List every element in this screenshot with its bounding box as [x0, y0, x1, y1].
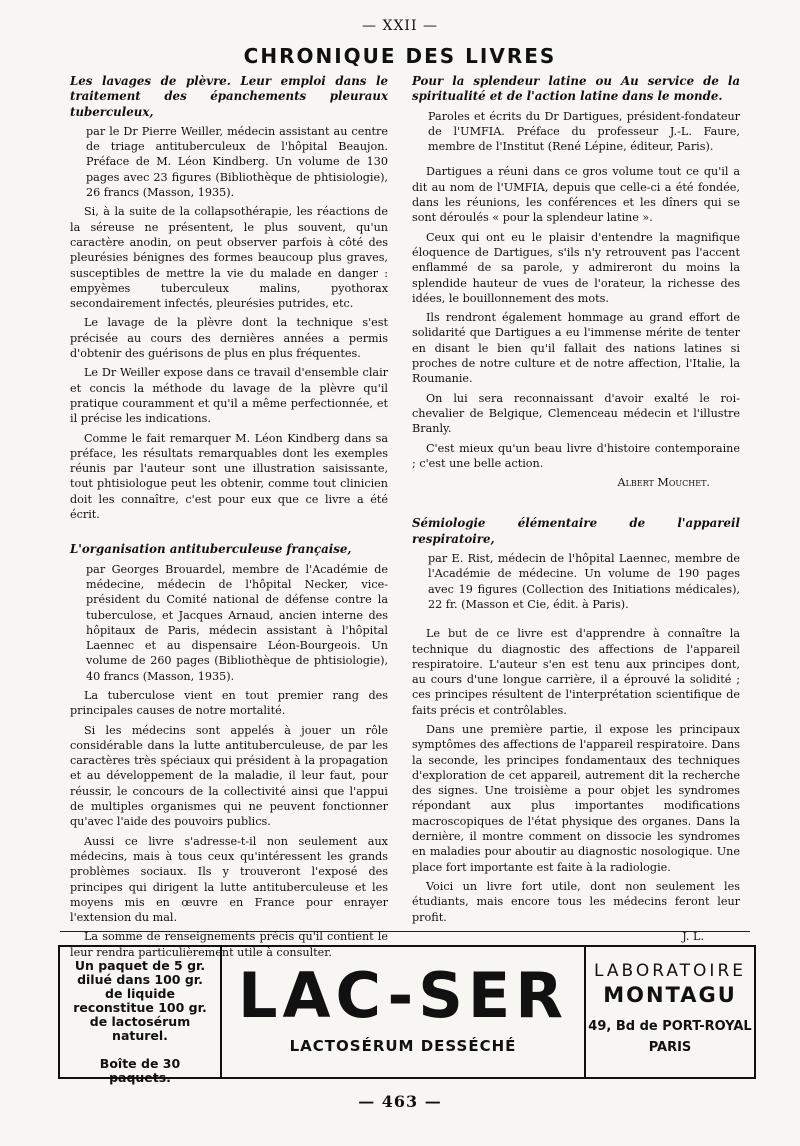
page-number: — 463 — — [358, 1092, 442, 1111]
paragraph: Aussi ce livre s'adresse-t-il non seulement aux médecins, mais à tous ceux qu'intéressent les grands problèmes sociaux. Ils y trouveront l'exposé des principes qui dirigent la lutte antituberculeuse et les moyens mis en œuvre en France pour enrayer l'extension du mal. — [70, 834, 388, 925]
spacer — [412, 616, 740, 626]
paragraph: Si les médecins sont appelés à jouer un rôle considérable dans la lutte antituberculeuse, de par les caractères très spéciaux qui président à la propagation et au développement de la maladie, il leur faut, pour réussir, le concours de la collectivité ainsi que l'appui de multiples organismes qui ne peuvent fonctionner qu'avec l'aide des pouvoirs publics. — [70, 723, 388, 829]
paragraph: Le but de ce livre est d'apprendre à connaître la technique du diagnostic des affections de l'appareil respiratoire. L'auteur s'en est tenu aux principes dont, au cours d'une longue carrière, il a éprouvé la solidité ; ces principes résultent de l'interprétation scientifique de faits précis et contrôlables. — [412, 627, 740, 717]
paragraph: Dartigues a réuni dans ce gros volume tout ce qu'il a dit au nom de l'UMFIA, depuis que celle-ci a été fondée, dans les réunions, les conférences et les dîners qui se sont déroulés « pour la splendeur latine ». — [412, 165, 740, 225]
spacer — [70, 526, 388, 542]
ad-dosage-panel — [60, 947, 222, 1085]
ad-laboratory-panel — [586, 947, 754, 1077]
review-title: L'organisation antituberculeuse française, — [70, 542, 352, 557]
paragraph: Ils rendront également hommage au grand effort de solidarité que Dartigues a eu l'immense mérite de tenter en disant le bien qu'il fallait des nations latines si proches de notre culture et de notre affection, l'Italie, la Roumanie. — [412, 311, 740, 386]
ad-brand-logo: LAC-SER — [238, 959, 568, 1032]
ad-tagline: LACTOSÉRUM DESSÉCHÉ — [289, 1037, 517, 1055]
review-title: Les lavages de plèvre. Leur emploi dans le traitement des épanchements pleuraux tuberculeux, — [70, 74, 388, 119]
paragraph: La somme de renseignements précis qu'il contient le leur rendra particulièrement utile à consulter. — [70, 930, 388, 959]
ad-address: 49, Bd de PORT-ROYAL — [588, 1019, 752, 1034]
ad-city: PARIS — [648, 1040, 692, 1055]
divider-rule — [60, 931, 750, 932]
paragraph: Voici un livre fort utile, dont non seulement les étudiants, mais encore tous les médecins feront leur profit. — [412, 879, 740, 924]
spacer — [412, 494, 740, 516]
ad-package-text: Boîte de 30 paquets. — [99, 1056, 181, 1085]
review-reference: par E. Rist, médecin de l'hôpital Laennec, membre de l'Académie de médecine. Un volume de 190 pages avec 19 figures (Collection des Initiations médicales), 22 fr. (Masson et Cie, édit. à Paris). — [428, 552, 740, 611]
review-title: Pour la splendeur latine ou Au service de la spiritualité et de l'action latine dans le monde. — [412, 74, 740, 104]
paragraph: Si, à la suite de la collapsothérapie, les réactions de la séreuse ne présentent, le plus souvent, qu'un caractère anodin, on peut observer parfois à côté des pleurésies bénignes des formes beaucoup plus graves, susceptibles de mettre la vie du malade en danger : empyèmes tuberculeux malins, pyothorax secondairement infectés, pleurésies putrides, etc. — [70, 205, 388, 311]
ad-lab-name: MONTAGU — [603, 983, 737, 1007]
ad-dosage-text: Un paquet de 5 gr. dilué dans 100 gr. de liquide reconstitue 100 gr. de lactosérum naturel. — [73, 958, 207, 1043]
ad-lab-label: LABORATOIRE — [594, 961, 746, 981]
paragraph: On lui sera reconnaissant d'avoir exalté le roi-chevalier de Belgique, Clemenceau médecin et l'illustre Branly. — [412, 391, 740, 436]
ad-brand-panel — [222, 947, 586, 1077]
paragraph: Dans une première partie, il expose les principaux symptômes des affections de l'appareil respiratoire. Dans la seconde, les principes fondamentaux des techniques d'exploration de cet appareil, autrement dit la recherche des signes. Une troisième a pour objet les syndromes répondant aux plus importantes modifications macroscopiques de l'état physique des organes. Dans la dernière, il montre comment on dissocie les syndromes en maladies pour aboutir au diagnostic nosologique. Une place fort importante est faite à la radiologie. — [412, 722, 740, 874]
paragraph: Comme le fait remarquer M. Léon Kindberg dans sa préface, les résultats remarquables dont les exemples réunis par l'auteur sont une illustration saisissante, tout phtisiologue peut les obtenir, comme tout clinicien doit les connaître, c'est pour eux que ce livre a été écrit. — [70, 431, 388, 522]
paragraph: Ceux qui ont eu le plaisir d'entendre la magnifique éloquence de Dartigues, s'ils n'y retrouvent pas l'accent enflammé de sa parole, y admireront du moins la splendide hauteur de vues de l'orateur, la richesse des idées, le bouillonnement des mots. — [412, 230, 740, 305]
section-heading: CHRONIQUE DES LIVRES — [243, 44, 557, 68]
review-signature: Albert Mouchet. — [617, 476, 710, 490]
advertisement — [58, 945, 756, 1085]
folio-number: — XXII — — [362, 18, 438, 34]
review-signature: J. L. — [682, 929, 704, 943]
paragraph: C'est mieux qu'un beau livre d'histoire contemporaine ; c'est une belle action. — [412, 441, 740, 470]
left-column — [70, 74, 388, 964]
review-reference: par le Dr Pierre Weiller, médecin assistant au centre de triage antituberculeux de l'hôpital Beaujon. Préface de M. Léon Kindberg. Un volume de 130 pages avec 23 figures (Bibliothèque de phtisiologie), 26 francs (Masson, 1935). — [86, 124, 388, 200]
review-reference: Paroles et écrits du Dr Dartigues, président-fondateur de l'UMFIA. Préface du professeur J.-L. Faure, membre de l'Institut (René Lépine, éditeur, Paris). — [428, 109, 740, 154]
review-title: Sémiologie élémentaire de l'appareil respiratoire, — [412, 516, 740, 546]
paragraph: Le Dr Weiller expose dans ce travail d'ensemble clair et concis la méthode du lavage de la plèvre qu'il pratique couramment et qu'il a même perfectionnée, et il précise les indications. — [70, 366, 388, 426]
right-column — [412, 74, 740, 948]
paragraph: La tuberculose vient en tout premier rang des principales causes de notre mortalité. — [70, 688, 388, 718]
review-reference: par Georges Brouardel, membre de l'Académie de médecine, médecin de l'hôpital Necker, vice-président du Comité national de défense contre la tuberculose, et Jacques Arnaud, ancien interne des hôpitaux de Paris, médecin assistant à l'hôpital Laennec et au dispensaire Léon-Bourgeois. Un volume de 260 pages (Bibliothèque de phtisiologie), 40 francs (Masson, 1935). — [86, 562, 388, 683]
paragraph: Le lavage de la plèvre dont la technique s'est précisée au cours des dernières années a permis d'obtenir des guérisons de plus en plus fréquentes. — [70, 316, 388, 361]
